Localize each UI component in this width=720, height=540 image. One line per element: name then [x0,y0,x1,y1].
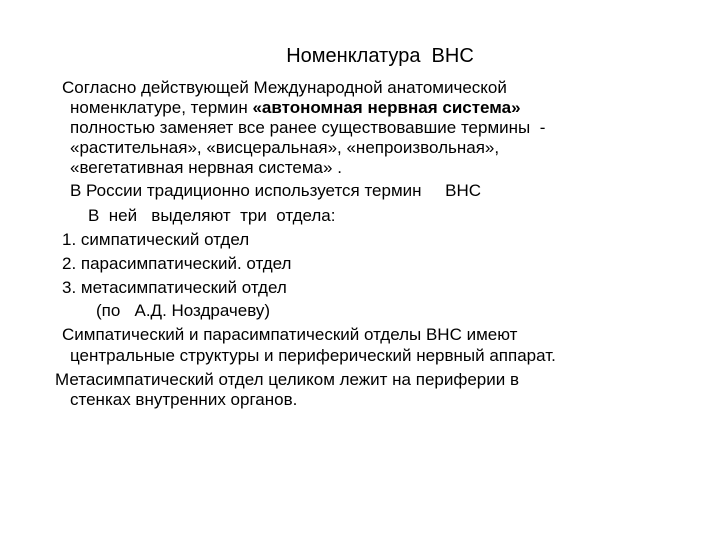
list-item: 2. парасимпатический. отдел [62,254,292,273]
paragraph-2: В России традиционно используется термин ВНС [70,181,482,200]
paragraph-1-line-1: Согласно действующей Международной анатомической [62,78,507,97]
paragraph-1-line-5: «вегетативная нервная система» . [70,158,342,177]
paragraph-1-line-4: «растительная», «висцеральная», «непроизвольная», [70,138,500,157]
paragraph-4-line-2: центральные структуры и периферический нервный аппарат. [70,346,556,365]
paragraph-1-line-2-text: номенклатуре, термин [70,98,253,117]
list-item: 1. симпатический отдел [62,230,250,249]
attribution: (по А.Д. Ноздрачеву) [96,301,271,320]
paragraph-5-line-2: стенках внутренних органов. [70,390,298,409]
paragraph-1-line-2 [70,98,521,119]
paragraph-5-line-1: Метасимпатический отдел целиком лежит на периферии в [55,370,519,389]
list-item: 3. метасимпатический отдел [62,278,287,297]
term-autonomic-nervous-system: «автономная нервная система» [252,98,521,117]
paragraph-3: В ней выделяют три отдела: [88,206,336,225]
paragraph-1-line-3: полностью заменяет все ранее существовавшие термины - [70,118,546,137]
paragraph-4-line-1: Симпатический и парасимпатический отделы ВНС имеют [62,325,518,344]
slide-title: Номенклатура ВНС [286,45,474,67]
